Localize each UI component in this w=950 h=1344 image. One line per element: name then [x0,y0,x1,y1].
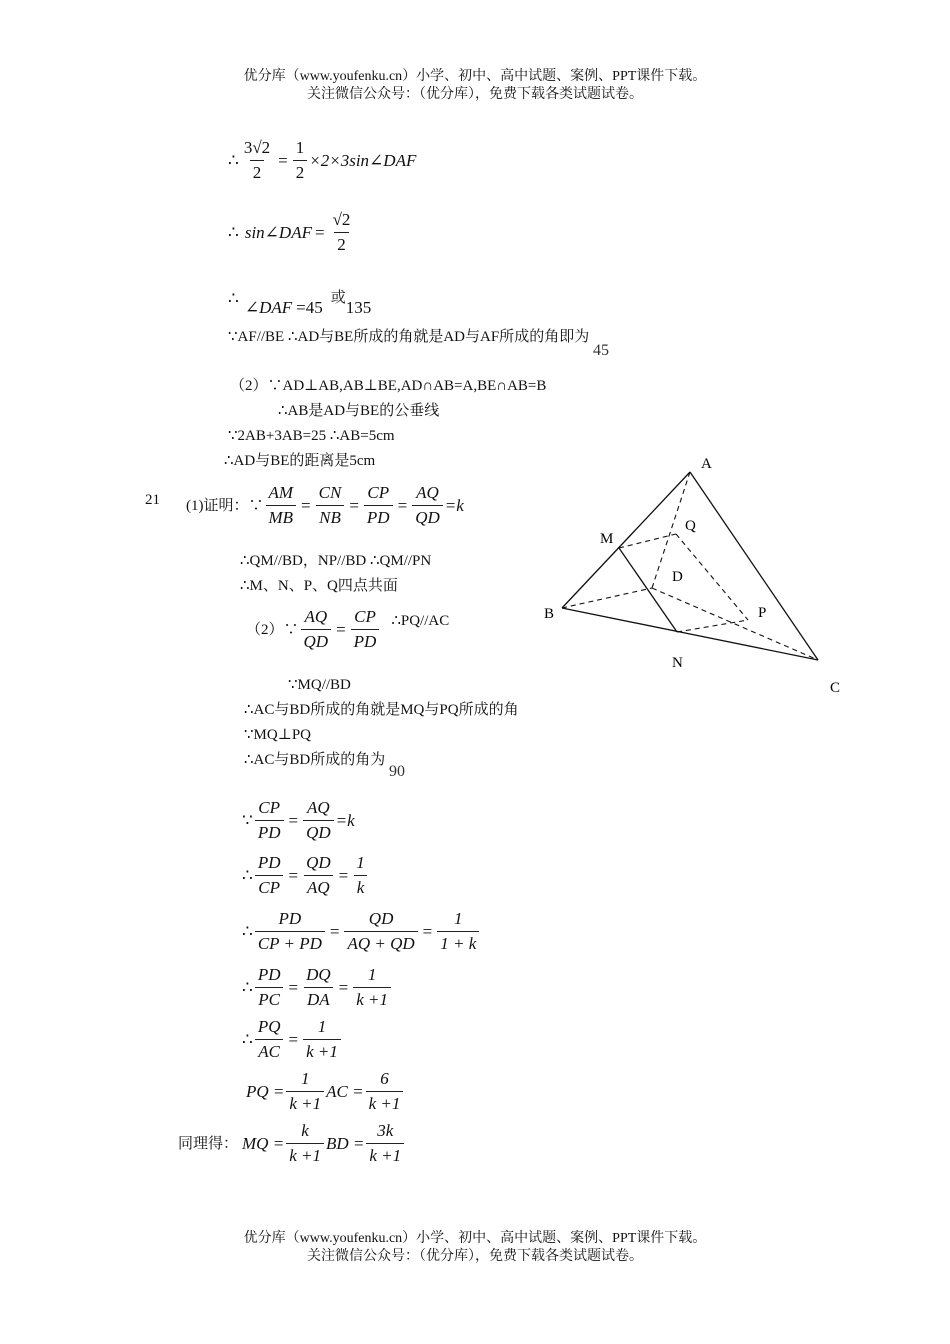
label-q: Q [685,518,696,534]
eq-sin-daf: ∴ sin∠DAF = $\frac{√2}{2}$ [228,210,351,254]
eq-angle-daf: ∴ ∠DAF =45 或 135 [228,289,372,317]
label-p: P [758,605,767,621]
eq-pq-value: PQ = $\frac{1}{k +1}$ AC = $\frac{6}{k +1}$ [246,1069,405,1114]
text-af-parallel-be: ∵AF//BE ∴AD与BE所成的角就是AD与AF所成的角即为 45 [228,329,609,359]
text-distance: ∴AD与BE的距离是5cm [224,453,376,469]
header-line-2: 关注微信公众号：（优分库），免费下载各类试题试卷。 [307,87,643,102]
text-qm-parallel: ∴QM//BD，NP//BD ∴QM//PN [240,553,432,569]
text-mq-perp-pq: ∵MQ⊥PQ [244,727,311,743]
label-n: N [672,655,683,671]
eq-ratio-k: (1)证明：∵ $\frac{AM}{MB}$ = $\frac{CN}{NB}$ = $\frac{CP}{PD}$ = $\frac{AQ}{QD}$ =k [186,483,464,527]
tetrahedron-diagram [530,450,860,700]
eq-derivation-1: ∵ $\frac{CP}{PD}$ = $\frac{AQ}{QD}$ =k [242,798,355,842]
eq-derivation-5: ∴ $\frac{PQ}{AC}$ = $\frac{1}{k +1}$ [242,1017,343,1062]
problem-number: 21 [145,492,160,508]
eq-derivation-4: ∴ $\frac{PD}{PC}$ = $\frac{DQ}{DA}$ = $\frac{1}{k +1}$ [242,965,393,1010]
edge-ab [562,472,690,608]
text-mq-parallel-bd: ∵MQ//BD [288,677,351,693]
header-line-1: 优分库（www.youfenku.cn）小学、初中、高中试题、案例、PPT课件下载。 [243,69,707,84]
eq-derivation-3: ∴ $\frac{PD}{CP + PD}$ = $\frac{QD}{AQ + QD}$ = $\frac{1}{1 + k}$ [242,909,481,954]
edge-bc [562,608,818,660]
text-ab-length: ∵2AB+3AB=25 ∴AB=5cm [228,428,395,444]
eq-mq-value: 同理得： MQ = $\frac{k}{k +1}$ BD = $\frac{3k}{k +1}$ [178,1121,406,1166]
footer-line-1: 优分库（www.youfenku.cn）小学、初中、高中试题、案例、PPT课件下载。 [243,1231,707,1246]
label-d: D [672,569,683,585]
eq-area-sine: ∴ $\frac{3√2}{2}$ = $\frac{1}{2}$ ×2×3sin∠DAF [228,138,417,182]
footer-line-2: 关注微信公众号：（优分库），免费下载各类试题试卷。 [307,1249,643,1264]
text-angle-ac-bd: ∴AC与BD所成的角就是MQ与PQ所成的角 [244,702,519,718]
text-angle-90: ∴AC与BD所成的角为 90 [244,752,405,780]
label-m: M [600,531,614,547]
eq-pq-parallel-ac: （2）∵ $\frac{AQ}{QD}$ = $\frac{CP}{PD}$ ∴PQ//AC [246,607,450,651]
text-common-perpendicular: ∴AB是AD与BE的公垂线 [278,403,440,419]
segment-mn [619,548,677,632]
label-b: B [544,606,555,622]
text-part2-perpendicular: （2）∵AD⊥AB,AB⊥BE,AD∩AB=A,BE∩AB=B [230,378,547,394]
edge-bd [562,588,652,608]
eq-derivation-2: ∴ $\frac{PD}{CP}$ = $\frac{QD}{AQ}$ = $\frac{1}{k}$ [242,853,370,898]
segment-np [677,620,748,632]
text-coplanar: ∴M、N、P、Q四点共面 [240,578,398,594]
segment-qp [676,534,748,620]
label-c: C [830,680,841,696]
label-a: A [701,456,712,472]
